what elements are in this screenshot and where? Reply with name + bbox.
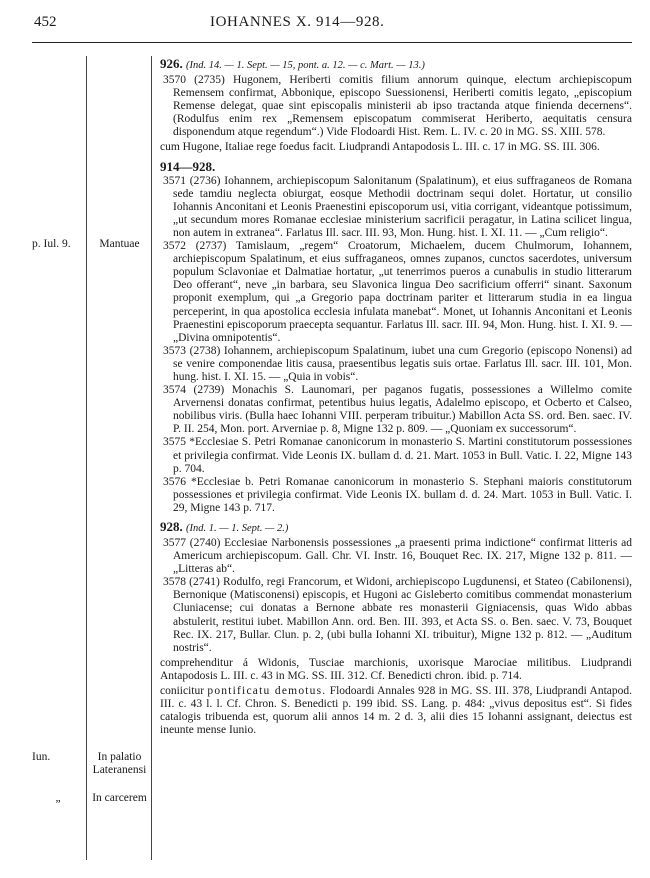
page-header [0, 14, 650, 32]
entry-3575: 3575 *Ecclesiae S. Petri Romanae canonicorum in monasterio S. Martini constitutorum possessiones et privilegia confirmat. Vide Leonis IX. bullam d. d. 21. Mart. 1053 in Bull. Vatic. I. 22, Migne 143 p. 704. [163, 436, 632, 475]
year-926-note: (Ind. 14. — 1. Sept. — 15, pont. a. 12. — c. Mart. — 13.) [186, 60, 425, 71]
entry-3572: 3572 (2737) Tamislaum, „regem“ Croatorum, Michaelem, ducem Chulmorum, Iohannem, archiepiscopum Spalatinum, et eius suffraganeos, omnes zupanos, cunctos sacerdotes, universum populum Sclavoniae et Dalmatiae hortatur, „ut tenerrimos pueros a cunabulis in studio litterarum Deo offerant“, neve „in barbara, seu Slavonica lingua Deo sacrificium offerri“ sinant. Saxonum proponit exemplum, qui „a Gregorio papa doctrinam pariter et litterarum studia in ea lingua perceperint, in qua apostolica ecclesia infulata manebat“. Monet, ut Iohannis Anconitani et Leonis Praenestini episcoporum praecepta sequantur. Farlatus Ill. sacr. III. 94, Mon. Hung. hist. I. XI. 9. — „Divina omnipotentis“. [163, 240, 632, 344]
margin-date-3: „ [55, 792, 61, 804]
margin-place-2-line2: Lateranensi [92, 764, 147, 776]
entry-3573: 3573 (2738) Iohannem, archiepiscopum Spalatinum, iubet una cum Gregorio (episcopo Nonensi) ad se venire componendae litis causa, praesentibus legatis suis ortae. Farlatus Ill. sacr. III. 101, Mon. hung. hist. I. XI. 15. — „Quia in vobis“. [163, 344, 632, 383]
year-928: 928. [160, 519, 183, 534]
entry-carcer-rest: Flodoardi Annales 928 in MG. SS. III. 378, Liudprandi Antapod. III. c. 43 l. l. Cf. Chron. S. Benedicti p. 199 ibid. SS. Lang. p. 484: „vivus depositus est“. Si fides catalogis tribuenda est, quorum alii annos 14 m. 2 d. 3, alii dies 15 Iohanni assignant, deiectus est ineunte mense Iunio. [160, 685, 632, 737]
entry-3574: 3574 (2739) Monachis S. Launomari, per paganos fugatis, possessiones a Willelmo comite Arvernensi donatas confirmat, petentibus huius legatis, Adalelmo episcopo, et Ocberto et Calseo, nobilibus viris. (Bulla haec Iohanni VIII. perperam tribuitur.) Mabillon Acta SS. ord. Ben. saec. IV. P. II. 254, Mon. port. Arverniae p. 8, Migne 132 p. 809. — „Quoniam ex successorum“. [163, 384, 632, 436]
main-text [160, 54, 632, 737]
header-rule [32, 42, 632, 43]
entry-mantuae: cum Hugone, Italiae rege foedus facit. Liudprandi Antapodosis L. III. c. 17 in MG. SS. III. 306. [160, 141, 600, 154]
margin-date-2: Iun. [32, 751, 51, 763]
entry-3570: 3570 (2735) Hugonem, Heriberti comitis filium annorum quinque, electum archiepiscopum Remensem confirmat, Abbonique, episcopo Suessionensi, Heriberti comitis legato, „episcopium Remense delegat, quae sint episcopalis ministerii ab ipso tractanda atque finienda decernens“. (Rodulfus enim rex „Remensem episcopatum commiserat Heriberto, aequitatis censura disponendum atque regendum“.) Vide Flodoardi Hist. Rem. L. IV. c. 20 in MG. SS. XIII. 578. [163, 74, 632, 139]
page-number: 452 [34, 14, 57, 30]
entry-carcer-start: coniicitur [160, 685, 208, 698]
margin-place-2-line1: In palatio [97, 751, 142, 763]
entry-3578: 3578 (2741) Rodulfo, regi Francorum, et Widoni, archiepiscopo Lugdunensi, et Stateo (Cabilonensi), Bernonique (Matisconensi) episcopis, et Hugoni ac Gisleberto comitibus commendat monasterium Cluniacense; cui donatas a Bernone abbate res monasterii Gigniacensis, quas Wido abbas abstulerit, restitui iubet. Mabillon Ann. ord. Ben. III. 393, et Acta SS. o. Ben. saec. V. 73, Bouquet Rec. IX. 217, Bullar. Clun. p. 2, (ubi bulla Iohanni XI. tribuitur), Migne 132 p. 812. — „Auditum nostris“. [163, 576, 632, 654]
year-914-928: 914—928. [160, 158, 216, 174]
column-divider-1 [86, 56, 87, 860]
margin-date-1: p. Iul. 9. [32, 238, 71, 250]
entry-carcer [160, 685, 632, 737]
column-divider-2 [151, 56, 152, 860]
running-title: IOHANNES X. 914—928. [210, 14, 385, 30]
margin-place-3: In carcerem [92, 792, 147, 804]
year-heading-926 [160, 56, 632, 73]
entry-3576: 3576 *Ecclesiae b. Petri Romanae canonicorum in monasterio S. Stephani maioris constitutorum possessiones et privilegia confirmat. Vide Leonis IX. bullam d. d. 24. Mart. 1053 in Bull. Vatic. I. 29, Migne 143 p. 717. [163, 475, 632, 514]
year-heading-928 [160, 519, 632, 536]
year-928-note: (Ind. 1. — 1. Sept. — 2.) [186, 523, 289, 534]
entry-palatio: comprehenditur á Widonis, Tusciae marchionis, uxorisque Marociae militibus. Liudprandi Antapodosis L. III. c. 43 in MG. SS. III. 312. Cf. Benedicti chron. ibid. p. 714. [160, 656, 632, 682]
entry-carcer-spaced: pontificatu demotus. [207, 685, 327, 698]
entry-3577: 3577 (2740) Ecclesiae Narbonensis possessiones „a praesenti prima indictione“ confirmat litteris ad Americum archiepiscopum. Gall. Chr. VI. Instr. 16, Bouquet Rec. IX. 217, Migne 132 p. 811. — „Litteras ab“. [163, 537, 632, 576]
margin-place-2 [88, 751, 151, 777]
margin-place-1: Mantuae [99, 238, 140, 250]
year-926: 926. [160, 56, 183, 71]
year-heading-914-928 [160, 159, 632, 174]
entry-3571: 3571 (2736) Iohannem, archiepiscopum Salonitanum (Spalatinum), et eius suffraganeos de Romana sede tamdiu neglecta obiurgat, eosque Methodii doctrinam sequi dolet. Hortatur, ut consilio Iohannis Anconitani et Leonis Praenestini episcoporum usi, vitia corrigant, videantque potissimum, „ut secundum mores Romanae ecclesiae ministerium sacrificii peragatur, in Latina scilicet lingua, non autem in extranea“. Farlatus Ill. sacr. III. 93, Mon. Hung. hist. I. XI. 11. — „Cum religio“. [163, 174, 632, 239]
